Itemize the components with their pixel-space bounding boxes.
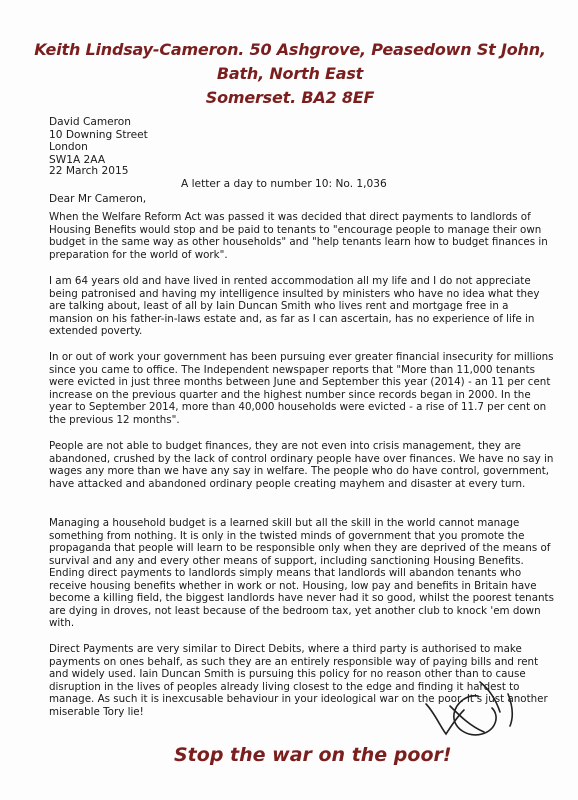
recipient-address <box>49 116 148 166</box>
body-paragraph <box>49 351 554 427</box>
paragraph-text: I am 64 years old and have lived in rented accommodation all my life and I do not appreciate being patronised and having my intelligence insulted by ministers who have no idea what they are talking about, least of all by Iain Duncan Smith who lives rent and mortgage free in a mansion on his father-in-laws estate and, as far as I can ascertain, has no experience of life in extended poverty. <box>49 275 540 338</box>
paragraph-text: Direct Payments are very similar to Direct Debits, where a third party is authorised to make payments on ones behalf, as such they are an entirely responsible way of paying bills and rent and widely used. Iain Duncan Smith is pursuing this policy for no reason other than to cause disruption in the lives of peoples already living closest to the edge and finding it hardest to manage. As such it is inexcusable behaviour in your ideological war on the poor. It's just another miserable Tory lie! <box>49 643 548 718</box>
recipient-city: London <box>49 141 88 154</box>
paragraph-text: When the Welfare Reform Act was passed it was decided that direct payments to landlords of Housing Benefits would stop and be paid to tenants to "encourage people to manage their own budget in the same way as other households" and "help tenants learn how to budget finances in preparation for the world of work". <box>49 211 548 261</box>
sender-address <box>20 38 560 110</box>
paragraph-text: Ending direct payments to landlords simply means that landlords will abandon tenants who receive housing benefits whether in work or not. Housing, low pay and benefits in Britain have become a killing field, the biggest landlords have never had it so good, whilst the poorest tenants are dying in droves, not least because of the bedroom tax, yet another club to knock 'em down with. <box>49 567 554 630</box>
closing-slogan: Stop the war on the poor! <box>174 744 452 766</box>
recipient-street: 10 Downing Street <box>49 128 148 141</box>
letter-subject: A letter a day to number 10: No. 1,036 <box>181 178 387 190</box>
salutation: Dear Mr Cameron, <box>49 193 147 205</box>
body-paragraph <box>49 275 554 338</box>
body-paragraph <box>49 440 554 490</box>
paragraph-text: Managing a household budget is a learned skill but all the skill in the world cannot manage something from nothing. It is only in the twisted minds of government that you promote the propaganda that people will learn to be responsible only when they are deprived of the means of survival and any and every other means of support, including sanctioning Housing Benefits. <box>49 517 551 567</box>
recipient-name: David Cameron <box>49 116 131 128</box>
body-paragraph <box>49 211 554 261</box>
paragraph-text: In or out of work your government has been pursuing ever greater financial insecurity for millions since you came to office. The Independent newspaper reports that "More than 11,000 tenants were evicted in just three months between June and September this year (2014) - an 11 per cent increase on the previous quarter and the highest number since records began in 2000. In the year to September 2014, more than 40,000 households were evicted - a rise of 11.7 per cent on the previous 12 months". <box>49 351 554 426</box>
handwritten-signature <box>420 676 520 746</box>
sender-line-1: Keith Lindsay-Cameron. 50 Ashgrove, Peasedown St John, Bath, North East <box>34 40 546 83</box>
body-paragraph <box>49 517 554 567</box>
recipient-postcode: SW1A 2AA <box>49 153 106 166</box>
letter-date: 22 March 2015 <box>49 165 129 177</box>
body-paragraph <box>49 567 554 630</box>
sender-line-2: Somerset. BA2 8EF <box>205 88 375 107</box>
paragraph-text: People are not able to budget finances, they are not even into crisis management, they are abandoned, crushed by the lack of control ordinary people have over finances. We have no say in wages any more than we have any say in welfare. The people who do have control, government, have attacked and abandoned ordinary people creating mayhem and disaster at every turn. <box>49 440 554 490</box>
